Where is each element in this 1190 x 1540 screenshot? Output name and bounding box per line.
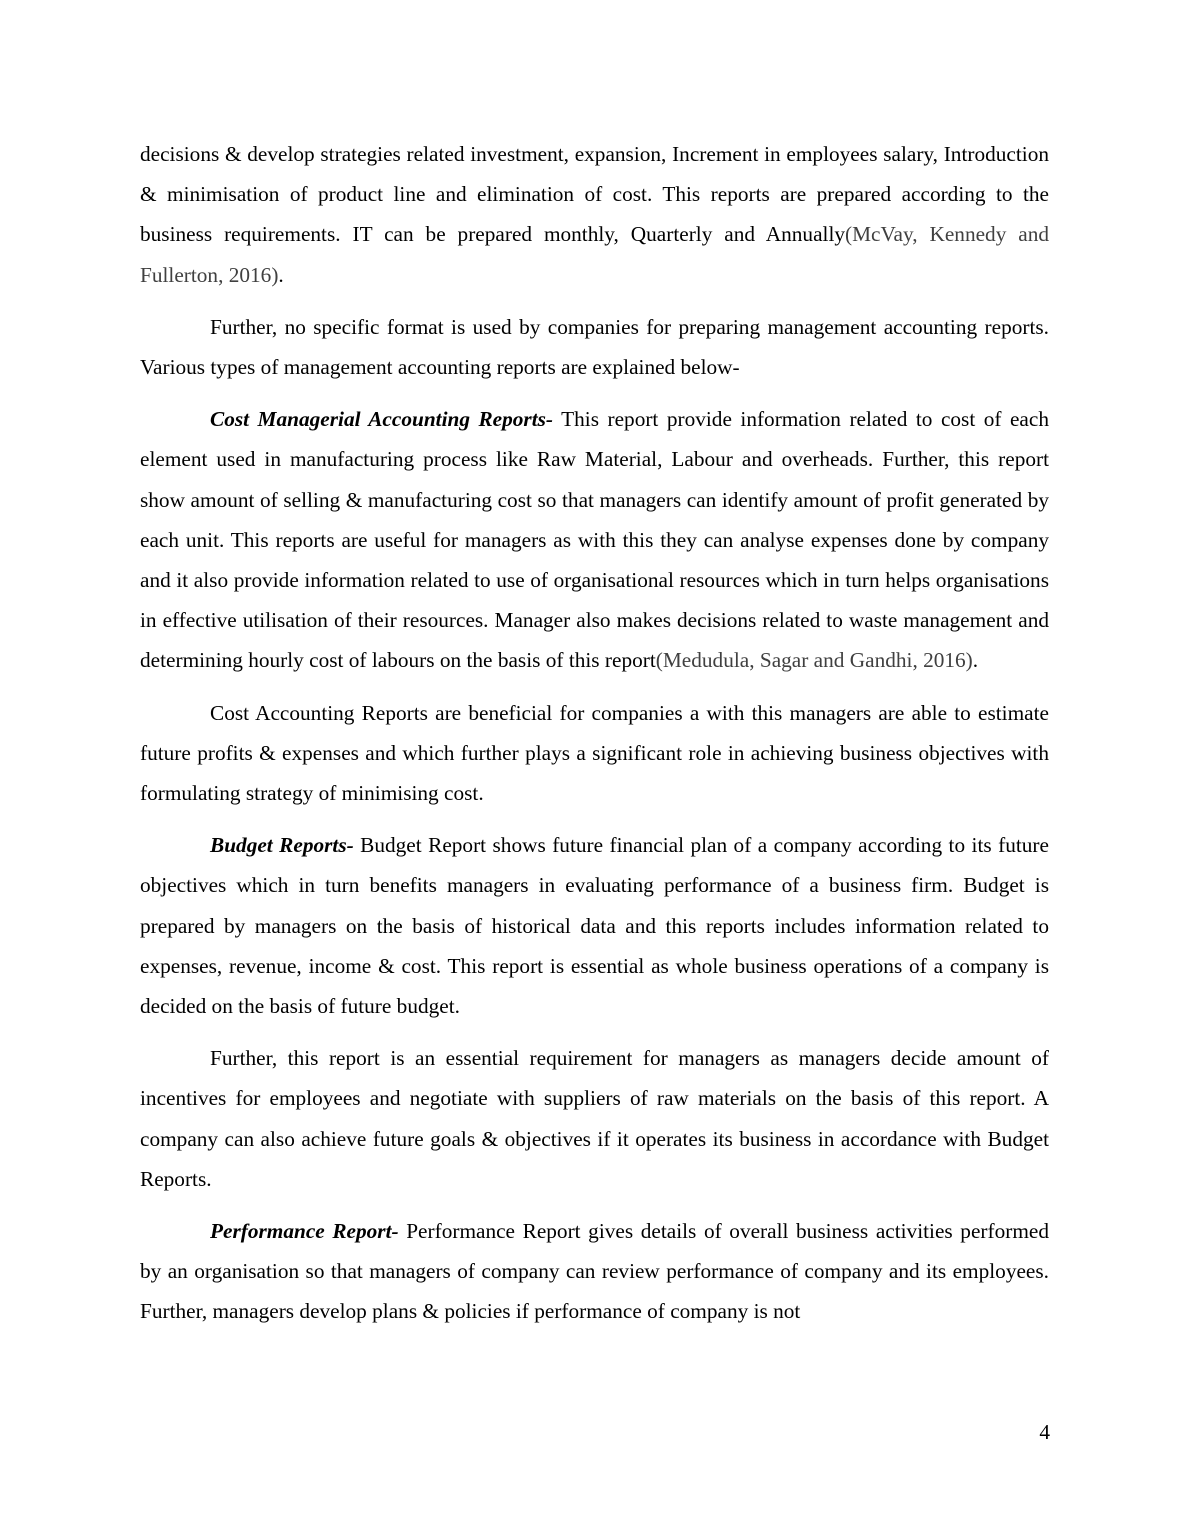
paragraph-tail: . bbox=[972, 648, 979, 673]
document-body bbox=[140, 134, 1049, 1344]
paragraph-text: Cost Accounting Reports are beneficial for companies a with this managers are able to estimate future profits & expenses and which further plays a significant role in achieving business objectives with formulating strategy of minimising cost. bbox=[140, 700, 1049, 806]
paragraph-cost-managerial-reports bbox=[140, 399, 1049, 680]
paragraph-performance-report bbox=[140, 1211, 1049, 1332]
paragraph-tail: . bbox=[278, 262, 284, 287]
paragraph-report-types-intro bbox=[140, 307, 1049, 387]
citation: (Medudula, Sagar and Gandhi, 2016) bbox=[655, 648, 973, 673]
paragraph-text: Further, no specific format is used by companies for preparing management accounting reports. Various types of management accounting reports are explained below- bbox=[140, 314, 1049, 380]
paragraph-budget-reports bbox=[140, 825, 1049, 1026]
paragraph-cost-accounting-benefits bbox=[140, 693, 1049, 814]
paragraph-text: Budget Report shows future financial plan of a company according to its future objectives which in turn benefits managers in evaluating performance of a business firm. Budget is prepared by managers on the basis of historical data and this reports includes information related to expenses, revenue, income & cost. This report is essential as whole business operations of a company is decided on the basis of future budget. bbox=[140, 833, 1049, 1019]
paragraph-text: decisions & develop strategies related investment, expansion, Increment in employees salary, Introduction & minimisation of product line and elimination of cost. This reports are prepared according to the business requirements. IT can be prepared monthly, Quarterly and Annually bbox=[140, 142, 1049, 247]
paragraph-reporting-frequency bbox=[140, 134, 1049, 295]
citation: (McVay, Kennedy and Fullerton, 2016) bbox=[140, 222, 1049, 287]
term-heading: Cost Managerial Accounting Reports- bbox=[210, 407, 554, 432]
paragraph-text: Further, this report is an essential requirement for managers as managers decide amount of incentives for employees and negotiate with suppliers of raw materials on the basis of this report. A company can also achieve future goals & objectives if it operates its business in accordance with Budget Reports. bbox=[140, 1046, 1049, 1191]
paragraph-text: Performance Report gives details of overall business activities performed by an organisation so that managers of company can review performance of company and its employees. Further, managers develop plans & policies if performance of company is not bbox=[140, 1219, 1049, 1324]
paragraph-text: This report provide information related to cost of each element used in manufacturing process like Raw Material, Labour and overheads. Further, this report show amount of selling & manufacturing cost so that managers can identify amount of profit generated by each unit. This reports are useful for managers as with this they can analyse expenses done by company and it also provide information related to use of organisational resources which in turn helps organisations in effective utilisation of their resources. Manager also makes decisions related to waste management and determining hourly cost of labours on the basis of this report bbox=[140, 407, 1049, 673]
page-number: 4 bbox=[1039, 1420, 1050, 1444]
paragraph-budget-requirement bbox=[140, 1038, 1049, 1199]
term-heading: Budget Reports- bbox=[210, 833, 354, 858]
term-heading: Performance Report- bbox=[210, 1219, 399, 1244]
